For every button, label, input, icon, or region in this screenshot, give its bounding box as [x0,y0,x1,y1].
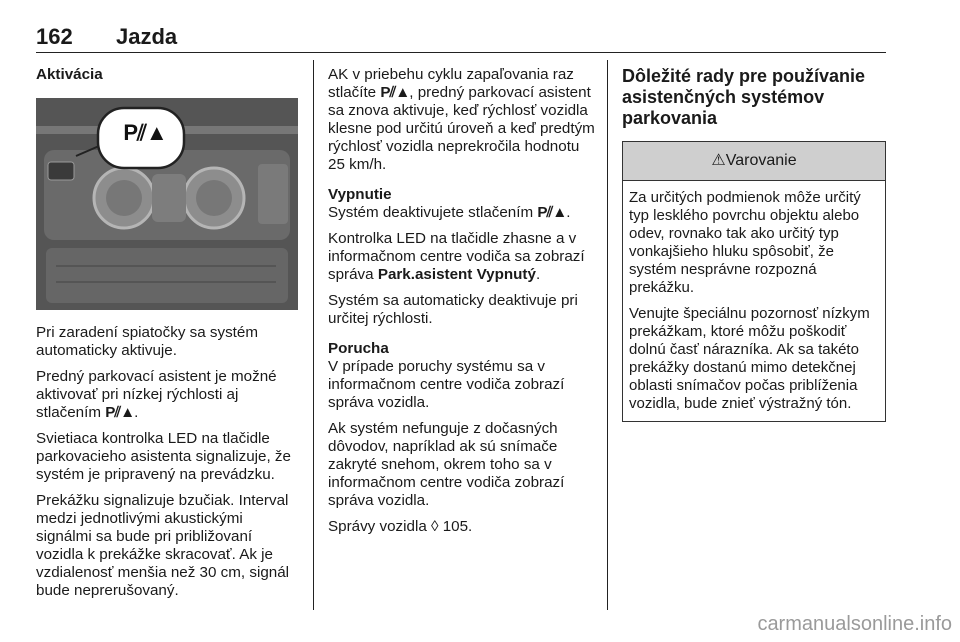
column-divider [313,60,314,610]
column-1 [36,60,298,608]
page-number: 162 [36,24,73,49]
warning-triangle-icon: ⚠ [711,152,726,169]
section-heading-fault: Porucha [328,340,389,357]
vehicle-message: Park.asistent Vypnutý [377,266,536,283]
section-heading-activation: Aktivácia [36,66,103,83]
parking-assist-icon: P⫽▲ [537,204,567,221]
warning-header [623,142,885,181]
paragraph: Systém sa automaticky deaktivuje pri určitej rýchlosti. [328,292,578,327]
cross-reference: Správy vozidla ◊ 105. [328,518,473,535]
header-rule [36,52,886,53]
warning-paragraph: Venujte špeciálnu pozornosť nízkym prekážkam, ktoré môžu poškodiť dolnú časť nárazníka. Ak sa takéto prekážky dostanú mimo detekčnej oblasti snímačov počas priblíženia vozidla, bude znieť výstražný tón. [629,305,870,412]
paragraph: AK v priebehu cyklu zapaľovania raz stlačíte P⫽▲, predný parkovací asistent sa znova aktivuje, keď rýchlosť vozidla klesne pod určitú úroveň a keď predtým rýchlosť vozidla neprekročila hodnotu 25 km/h. [328,66,595,173]
parking-assist-icon: P⫽▲ [380,84,410,101]
paragraph: Pri zaradení spiatočky sa systém automaticky aktivuje. [36,324,258,359]
parking-assist-icon: P⫽▲ [105,404,135,421]
watermark: carmanualsonline.info [757,613,952,635]
warning-paragraph: Za určitých podmienok môže určitý typ lesklého povrchu objektu alebo odev, rovnako tak ako určitý typ vonkajšieho hluku spôsobiť, že systém nesprávne rozpozná prekážku. [629,189,861,296]
paragraph: Svietiaca kontrolka LED na tlačidle parkovacieho asistenta signalizuje, že systém je pripravený na prevádzku. [36,430,291,483]
paragraph: Systém deaktivujete stlačením P⫽▲. [328,204,571,221]
warning-body [623,181,885,413]
chapter-title: Jazda [116,24,178,49]
paragraph: Prekážku signalizuje bzučiak. Interval medzi jednotlivými akustickými signálmi sa bude pri približovaní vozidla k prekážke skracovať. Ak je vzdialenosť menšia než 30 cm, signál bude neprerušovaný. [36,492,290,599]
paragraph: V prípade poruchy systému sa v informačnom centre vodiča zobrazí správa vozidla. [328,358,565,411]
paragraph: Ak systém nefunguje z dočasných dôvodov, napríklad ak sú snímače zakryté snehom, okrem toho sa v informačnom centre vodiča zobrazí správa vozidla. [328,420,565,509]
column-2 [328,60,598,544]
column-divider [607,60,608,610]
section-title: Dôležité rady pre používanie asistenčných systémov parkovania [622,66,866,128]
reference-arrow-icon: ◊ [430,518,439,535]
warning-box [622,141,886,422]
paragraph: Predný parkovací asistent je možné aktivovať pri nízkej rýchlosti aj stlačením P⫽▲. [36,368,277,421]
warning-label: Varovanie [725,152,797,169]
page-header [36,20,886,52]
dashboard-photo [36,98,298,310]
column-3 [622,60,886,422]
section-heading-deactivation: Vypnutie [328,186,392,203]
paragraph: Kontrolka LED na tlačidle zhasne a v informačnom centre vodiča sa zobrazí správa Park.asistent Vypnutý. [328,230,585,283]
parking-assist-button-callout: P⫽▲ [123,120,167,145]
